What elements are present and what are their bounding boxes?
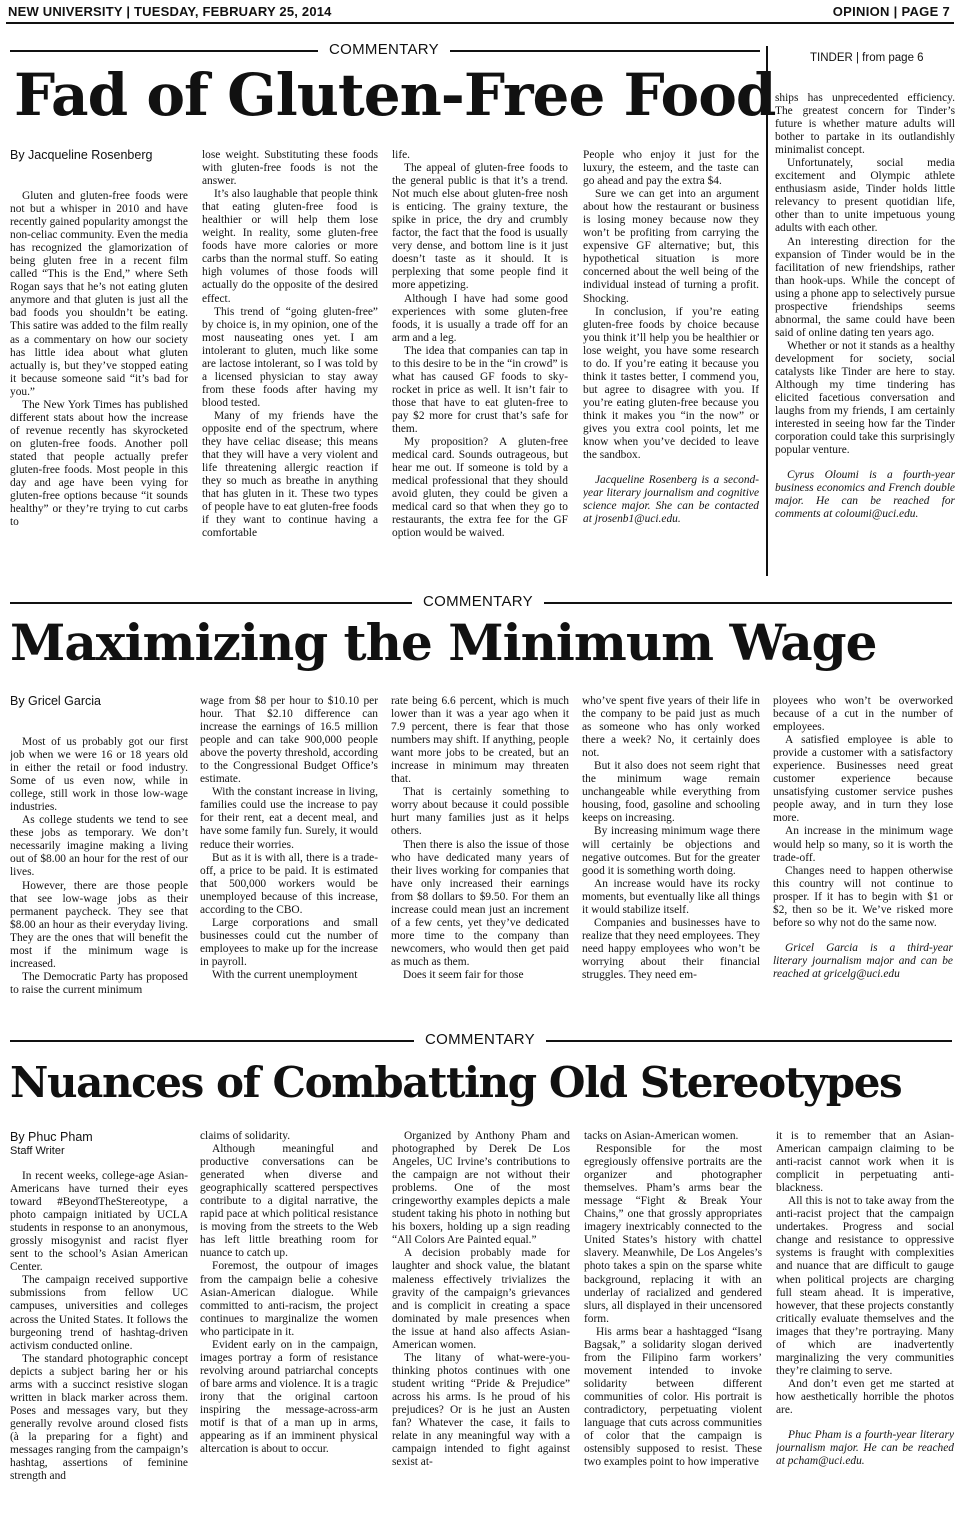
paragraph: Unfortunately, social media excitement and Olympic athlete enthusiasm aside, Tinder holds little relevancy to present quotidian life, other than to unite impetuous young adults with each other. <box>775 157 955 235</box>
article2-column-1 <box>10 736 188 1020</box>
paragraph: The standard photographic concept depicts a subject baring her or his arms with a succinct resistive slogan written in black marker across them. Poses and messages vary, but they generally revolve around closed fists (à la preparing for a fight) and messages ranging from the campaign’s hashtag, assertions of feminine strength and <box>10 1352 188 1483</box>
paragraph: Evident early on in the campaign, images portray a form of resistance revolving around patriarchal concepts of bare arms and violence. It is a tragic irony that the original cartoon inspiring the message-across-arm motif is that of a man up in arms, appearing as if an imminent physical altercation is about to occur. <box>200 1338 378 1456</box>
paragraph: A decision probably made for laughter and shock value, the blatant maleness effectively trivializes the gravity of the campaign’s grievances and is complicit in creating a space dominated by male presences when the issue at hand also affects Asian-American women. <box>392 1247 570 1351</box>
paragraph: Then there is also the issue of those who have dedicated many years of their lives working for companies that have only increased their earnings from $8 dollars to $9.50. For them an increase could mean just an increment of a few cents, yet they’ve dedicated more time to the company than newcomers, who would then get paid as much as them. <box>391 838 569 968</box>
author-tagline: Gricel Garcia is a third-year literary journalism major and can be reached at gricelg@uci.edu <box>773 941 953 980</box>
article1-headline: Fad of Gluten-Free Food <box>14 61 776 129</box>
byline-author: By Phuc Pham <box>10 1130 93 1144</box>
paragraph: Although I have had some good experiences with some gluten-free foods, it is usually a trade off for an arm and a leg. <box>392 292 568 344</box>
author-tagline: Phuc Pham is a fourth-year literary journalism major. He can be reached at pcham@uci.edu. <box>776 1429 954 1468</box>
paragraph: Whether or not it stands as a healthy development for society, social catalysts like Tinder are here to stay. Although my time tindering has elicited facetious conversation and laughs from my friends, I am certainly interested in seeing how far the Tinder corporation could take this surprisingly popular venture. <box>775 339 955 457</box>
article1-column-1 <box>10 190 188 572</box>
paragraph: it is to remember that an Asian-American campaign claiming to be anti-racist cannot work when it is complicit in perpetuating anti-blackness. <box>776 1130 954 1195</box>
paragraph: The litany of what-were-you-thinking photos continues with one student writing “Pride & Prejudice” across his arms. Is he proud of his prejudices? Or is he just an Austen fan? Whatever the case, it fails to relate in any meaningful way with a campaign intended to fight against sexist at- <box>392 1351 570 1469</box>
paragraph: A satisfied employee is able to provide a customer with a satisfactory experience. Businesses need great customer experience because unsatisfying customer service pushes people away, and in turn they lose more. <box>773 734 953 825</box>
article3-column-1 <box>10 1170 188 1532</box>
paragraph: claims of solidarity. <box>200 1130 291 1142</box>
paragraph: Most of us probably got our first job when we were 16 or 18 years old in either the retail or food industry. Some of us even now, while in college, still work in those low-wage industries. <box>10 736 188 814</box>
tinder-jump-label: TINDER | from page 6 <box>810 52 924 64</box>
paragraph: By increasing minimum wage there will certainly be objections and negative outcomes. But for the greater good it is something worth doing. <box>582 825 760 877</box>
article1-column-3 <box>392 149 568 572</box>
article2-column-2 <box>200 695 378 1020</box>
article1-kicker: COMMENTARY <box>318 41 450 58</box>
page-header-section: OPINION | PAGE 7 <box>832 4 950 19</box>
article3-kicker: COMMENTARY <box>414 1031 546 1048</box>
author-tagline: Jacqueline Rosenberg is a second-year literary journalism and cognitive science major. She can be contacted at jrosenb1@uci.edu. <box>583 474 759 526</box>
paragraph: Gluten and gluten-free foods were not but a whisper in 2010 and have recently gained popularity amongst the non-celiac community. Even the media has recognized the glamorization of being gluten free in a recent film called “This is the End,” where Seth Rogan says that he’s not eating gluten anymore and that gluten is just all the bad foods you shouldn’t be eating. This satire was added to the film really as a commentary on how our society has little idea about what gluten actually is, but they’ve stopped eating it because someone said “it’s bad for you.” <box>10 190 188 398</box>
paragraph: An interesting direction for the expansion of Tinder would be in the facilitation of new friendships, rather than hook-ups. While the concept of using a phone app to selectively pursue prospective friendships seems abnormal, the same could have been said of online dating ten years ago. <box>775 235 955 339</box>
article2-headline: Maximizing the Minimum Wage <box>10 613 877 672</box>
paragraph: An increase in the minimum wage would help so many, so it is worth the trade-off. <box>773 825 953 864</box>
paragraph: The idea that companies can tap in to this desire to be in the “in crowd” is what has caused GF foods to sky-rocket in price as well. It isn’t fair to those that have to eat gluten-free to pay $2 more for crust that’s safe for them. <box>392 344 568 435</box>
paragraph: In recent weeks, college-age Asian-Americans have turned their eyes toward #BeyondTheStereotype, a photo campaign initiated by UCLA students in response to an anonymous, grossly misogynist and racist flyer sent to the school’s Asian American Center. <box>10 1170 188 1274</box>
article3-column-3 <box>392 1130 570 1532</box>
article1-column-2 <box>202 149 378 572</box>
paragraph: life. <box>392 149 411 161</box>
paragraph: My proposition? A gluten-free medical card. Sounds outrageous, but hear me out. If someone is told by a medical professional that they should avoid gluten, they could be given a medical card so that when they go to restaurants, the extra fee for the GF option would be waived. <box>392 436 568 540</box>
paragraph: It’s also laughable that people think that eating gluten-free food is healthier or will help them lose weight. In reality, some gluten-free foods have more calories or more carbs than the normal stuff. So eating high volumes of those foods will actually do the opposite of the desired effect. <box>202 188 378 305</box>
paragraph: The New York Times has published different stats about how the increase of revenue recently has skyrocketed on gluten-free foods. Another poll stated that people actually prefer gluten-free foods. Most people in this day and age have been vying for gluten-free options because “it sounds healthy” or they’re trying to cut carbs to <box>10 398 188 529</box>
article2-column-4 <box>582 695 760 1020</box>
paragraph: ployees who won’t be overworked because of a cut in the number of employees. <box>773 695 953 734</box>
paragraph: Does it seem fair for those <box>403 968 524 981</box>
article3-column-5 <box>776 1130 954 1532</box>
paragraph: His arms bear a hashtagged “Isang Bagsak,” a solidarity slogan derived from the Filipino farm workers’ movement intended to invoke solidarity between different communities of color. His portrait is contradictory, perpetuating violent language that cuts across communities of color that the campaign is ostensibly supposed to resist. These two examples point to how imperative <box>584 1325 762 1469</box>
article3-column-4 <box>584 1130 762 1532</box>
article3-byline <box>10 1130 93 1158</box>
paragraph: Companies and businesses have to realize that they need employees. They need happy employees who won’t be worrying about their financial struggles. They need em- <box>582 916 760 981</box>
article2-byline: By Gricel Garcia <box>10 694 101 708</box>
paragraph: This trend of “going gluten-free” by choice is, in my opinion, one of the most nauseating ones yet. I am intolerant to gluten, much like some are lactose intolerant, so I was told by a licensed physician to stay away from these foods after having my blood tested. <box>202 305 378 409</box>
paragraph: In conclusion, if you’re eating gluten-free foods by choice because you think it’ll help you be healthier or lose weight, you have some research to do. If you’re eating it because you think it tastes better, I commend you, but agree to disagree with you. If you’re eating gluten-free because you think it makes you “in the now” or gives you extra cool points, let me know when you’ve decided to leave the sandbox. <box>583 305 759 462</box>
paragraph: As college students we tend to see these jobs as temporary. We don’t necessarily imagine making a living out of $8.00 an hour for the rest of our lives. <box>10 814 188 879</box>
article3-column-2 <box>200 1130 378 1532</box>
paragraph: lose weight. Substituting these foods with gluten-free foods is not the answer. <box>202 149 378 188</box>
paragraph: who’ve spent five years of their life in the company to be paid just as much as someone who has only worked there a week? No, it certainly does not. <box>582 695 760 760</box>
paragraph: The appeal of gluten-free foods to the general public is that it’s a trend. Not much else about gluten-free nosh is enticing. The grainy texture, the spike in price, the dry and crumbly factor, the fact that the food is usually very dense, and bottom line is it just doesn’t taste as it should. It is perplexing that some people find it more appetizing. <box>392 162 568 292</box>
paragraph: And don’t even get me started at how aesthetically horrible the photos are. <box>776 1377 954 1416</box>
article3-headline: Nuances of Combatting Old Stereotypes <box>10 1058 902 1107</box>
header-rule <box>6 22 954 24</box>
paragraph: However, there are those people that see low-wage jobs as their permanent paycheck. They see that $8.00 an hour as their everyday living. They are the ones that will benefit the most if the minimum wage is increased. <box>10 879 188 970</box>
paragraph: That is certainly something to worry about because it could possible hurt many families just as it helps others. <box>391 786 569 838</box>
paragraph: Foremost, the outpour of images from the campaign belie a cohesive Asian-American dialogue. While committed to anti-racism, the project continues to marginalize the women who participate in it. <box>200 1260 378 1338</box>
paragraph: Sure we can get into an argument about how the restaurant or business is losing money because now they won’t be profiting from carrying the expensive GF alternative; but, this hypothetical situation is more concerned about the well being of the individual instead of turning a profit. Shocking. <box>583 188 759 305</box>
paragraph: People who enjoy it just for the luxury, the esteem, and the taste can go ahead and pay the extra $4. <box>583 149 759 188</box>
paragraph: But as it is with all, there is a trade-off, a price to be paid. It is estimated that 500,000 workers would be unemployed because of this increase, according to the CBO. <box>200 851 378 916</box>
paragraph: All this is not to take away from the anti-racist project that the campaign undertakes. Progress and social change and resistance to oppressive systems is fraught with complexities and nuance that are difficult to gauge when political projects are charging full steam ahead. It is imperative, however, that these projects constantly critically evaluate themselves and the images that they’re portraying. Many of which are inadvertently marginalizing the very communities they’re claiming to serve. <box>776 1195 954 1377</box>
paragraph: Many of my friends have the opposite end of the spectrum, where they have celiac disease; this means that they will have a very violent and life threatening allergic reaction if they so much as breathe in anything that has gluten in it. These two types of people have to eat gluten-free foods if they want to continue having a comfortable <box>202 409 378 540</box>
page-header-date: NEW UNIVERSITY | TUESDAY, FEBRUARY 25, 2014 <box>8 4 332 19</box>
article2-column-5 <box>773 695 953 1020</box>
author-tagline: Cyrus Oloumi is a fourth-year business economics and French double major. He can be reached for comments at coloumi@uci.edu. <box>775 469 955 521</box>
paragraph: ships has unprecedented efficiency. The greatest concern for Tinder’s future is whether mature adults will bother to partake in its outlandishly minimalist concept. <box>775 92 955 157</box>
tinder-column <box>775 92 955 572</box>
paragraph: With the current unemployment <box>212 968 358 981</box>
paragraph: Although meaningful and productive conversations can be generated when diverse and geographically scattered perspectives contribute to a digital narrative, the rapid pace at which political resistance is moving from the streets to the Web has left little breathing room for nuance to catch up. <box>200 1143 378 1260</box>
paragraph: wage from $8 per hour to $10.10 per hour. That $2.10 difference can increase the earnings of 16.5 million people and can take 900,000 people above the poverty threshold, according to the Congressional Budget Office’s estimate. <box>200 695 378 786</box>
paragraph: The campaign received supportive submissions from fellow UC campuses, universities and colleges across the United States. It follows the burgeoning trend of hashtag-driven activism conducted online. <box>10 1274 188 1352</box>
paragraph: But it also does not seem right that the minimum wage remain unchangeable while everything from housing, food, gasoline and schooling keeps on increasing. <box>582 760 760 825</box>
article2-kicker: COMMENTARY <box>412 593 544 610</box>
article1-column-4 <box>583 149 759 572</box>
paragraph: Organized by Anthony Pham and photographed by Derek De Los Angeles, UC Irvine’s contributions to the campaign are not without their problems. One of the most cringeworthy examples depicts a male student taking his photo in nothing but his boxers, holding up a sign reading “All Colors Are Painted equal.” <box>392 1130 570 1247</box>
paragraph: Large corporations and small businesses could cut the number of employees to make up for the increase in payroll. <box>200 916 378 968</box>
paragraph: An increase would have its rocky moments, but eventually like all things it would stabilize itself. <box>582 877 760 916</box>
paragraph: The Democratic Party has proposed to raise the current minimum <box>10 970 188 996</box>
paragraph: tacks on Asian-American women. <box>584 1130 739 1142</box>
article1-byline: By Jacqueline Rosenberg <box>10 148 153 162</box>
paragraph: Responsible for the most egregiously offensive portraits are the organizer and photographer themselves. Pham’s arms bear the message “Fight & Break Your Chains,” one that grossly appropriates imagery inextricably connected to the United States’s history with chattel slavery. Meanwhile, De Los Angeles’s photo takes a spin on the sparse white background, replacing it with an underlay of racialized and gendered slurs, all displayed in their uncensored form. <box>584 1143 762 1325</box>
paragraph: With the constant increase in living, families could use the increase to pay for their rent, eat a decent meal, and have some family fun. Surely, it would reduce their worries. <box>200 786 378 851</box>
paragraph: Changes need to happen otherwise this country will not continue to prosper. If it has to begin with $1 or $2, then so be it. We’ve risked more before so why not do the same now. <box>773 864 953 929</box>
byline-role: Staff Writer <box>10 1145 65 1157</box>
paragraph: rate being 6.6 percent, which is much lower than it was a year ago when it 7.9 percent, there is fear that those numbers may shift. If anything, people want more jobs to be created, but an increase in minimum may threaten that. <box>391 695 569 786</box>
article2-column-3 <box>391 695 569 1020</box>
